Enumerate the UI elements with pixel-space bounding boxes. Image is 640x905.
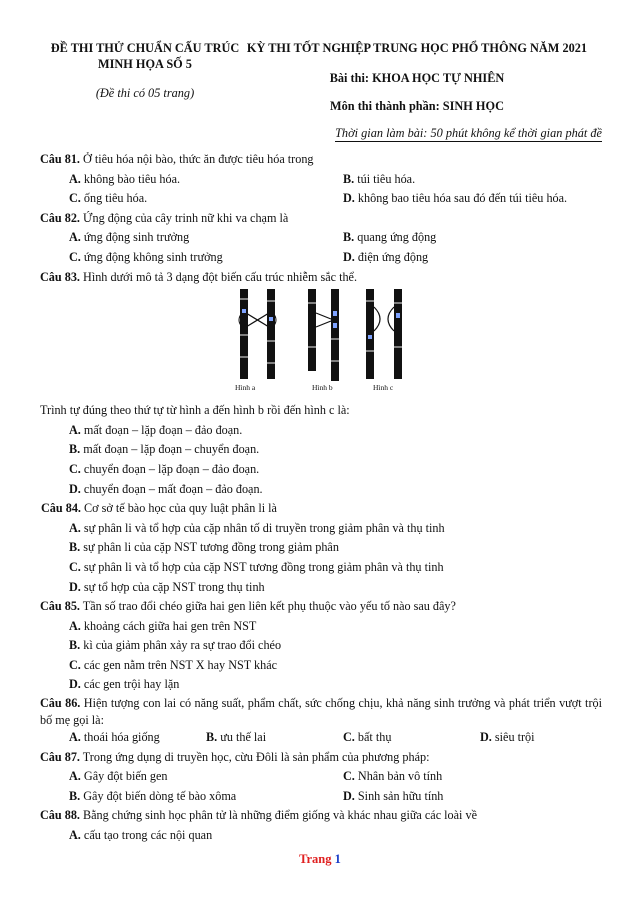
page-footer — [0, 852, 640, 867]
chromosome-figure — [40, 287, 602, 399]
chromosome-pair-b — [308, 289, 339, 381]
figure-label-c: Hình c — [373, 383, 394, 393]
options-row — [40, 228, 602, 248]
exam-subject: Môn thi thành phần: SINH HỌC — [330, 99, 504, 113]
options-row — [40, 248, 602, 268]
question-text: Ở tiêu hóa nội bào, thức ăn được tiêu hóa trong — [79, 152, 314, 166]
page-count-note: (Đề thi có 05 trang) — [95, 86, 195, 100]
option-b: B. sự phân li của cặp NST tương đồng trong giảm phân — [69, 540, 339, 555]
page-number: 1 — [334, 852, 341, 866]
question-84: Câu 84. Cơ sở tế bào học của quy luật phân li là — [41, 501, 277, 516]
option-c: C. bất thụ — [343, 730, 392, 745]
options-row — [40, 787, 602, 807]
options-row — [40, 170, 602, 190]
option-c: C. Nhân bản vô tính — [343, 769, 443, 784]
option-a: A. sự phân li và tổ hợp của cặp nhân tố di truyền trong giảm phân và thụ tinh — [69, 520, 445, 535]
option-b: B. mất đoạn – lặp đoạn – chuyển đoạn. — [69, 442, 260, 457]
exam-time-text: Thời gian làm bài: 50 phút không kể thời gian phát đề — [335, 126, 602, 140]
chromosome-pair-a — [239, 289, 276, 379]
option-c: C. ứng động không sinh trưởng — [69, 249, 223, 264]
exam-time — [232, 125, 602, 141]
option-b: B. quang ứng động — [343, 230, 437, 245]
option-a: A. không bào tiêu hóa. — [69, 171, 181, 186]
page-label: Trang — [299, 852, 332, 866]
exam-subject-area: Bài thi: KHOA HỌC TỰ NHIÊN — [329, 71, 505, 85]
option-d: D. điện ứng động — [343, 249, 429, 264]
question-82: Câu 82. Ứng động của cây trinh nữ khi va chạm là — [40, 210, 289, 225]
question-87: Câu 87. Trong ứng dụng di truyền học, cừu Đôli là sản phẩm của phương pháp: — [40, 749, 430, 764]
figure-label-a: Hình a — [235, 383, 256, 393]
option-a: A. mất đoạn – lặp đoạn – đảo đoạn. — [69, 422, 243, 437]
option-d: D. chuyển đoạn – mất đoạn – đảo đoạn. — [69, 481, 263, 496]
mock-exam-title: ĐỀ THI THỬ CHUẨN CẤU TRÚC MINH HỌA SỐ 5 — [50, 41, 240, 71]
question-81 — [40, 150, 602, 170]
question-list — [40, 150, 602, 846]
question-85: Câu 85. Tần số trao đổi chéo giữa hai gen liên kết phụ thuộc vào yếu tố nào sau đây? — [40, 599, 456, 614]
option-d: D. các gen trội hay lặn — [69, 677, 180, 692]
question-86: Câu 86. Hiện tượng con lai có năng suất, phẩm chất, sức chống chịu, khả năng sinh trưởng và phát triển vượt trội bố mẹ gọi là: — [40, 696, 602, 727]
options-row — [40, 189, 602, 209]
option-d: D. sự tổ hợp của cặp NST trong thụ tinh — [69, 579, 265, 594]
option-d: D. siêu trội — [480, 730, 535, 745]
option-d: D. không bao tiêu hóa sau đó đến túi tiêu hóa. — [343, 191, 568, 206]
option-c: C. các gen nằm trên NST X hay NST khác — [69, 657, 278, 672]
figure-label-b: Hình b — [312, 383, 333, 393]
option-b: B. kì của giảm phân xảy ra sự trao đổi chéo — [69, 638, 282, 653]
header-right — [232, 40, 602, 141]
option-a: A. cấu tạo trong các nội quan — [69, 828, 213, 843]
question-88: Câu 88. Bằng chứng sinh học phân tử là những điểm giống và khác nhau giữa các loài về — [40, 808, 477, 823]
option-d: D. Sinh sản hữu tính — [343, 788, 444, 803]
question-number: Câu 81. — [40, 152, 80, 166]
option-a: A. ứng động sinh trưởng — [69, 230, 190, 245]
question-stem: Trình tự đúng theo thứ tự từ hình a đến hình b rồi đến hình c là: — [40, 403, 350, 418]
option-b: B. túi tiêu hóa. — [343, 171, 416, 186]
question-83: Câu 83. Hình dưới mô tả 3 dạng đột biến cấu trúc nhiễm sắc thể. — [40, 269, 358, 284]
option-a: A. khoảng cách giữa hai gen trên NST — [69, 618, 257, 633]
option-b: B. ưu thế lai — [206, 730, 267, 745]
exam-name: KỲ THI TỐT NGHIỆP TRUNG HỌC PHỔ THÔNG NĂM 2021 — [246, 41, 588, 55]
options-row — [40, 728, 602, 748]
option-a: A. Gây đột biến gen — [69, 769, 168, 784]
option-b: B. Gây đột biến dòng tế bào xôma — [69, 788, 237, 803]
options-row — [40, 767, 602, 787]
header-left — [40, 40, 250, 101]
option-c: C. chuyển đoạn – lặp đoạn – đảo đoạn. — [69, 461, 260, 476]
option-a: A. thoái hóa giống — [69, 730, 160, 745]
option-c: C. sự phân li và tổ hợp của cặp NST tương đồng trong giảm phân và thụ tinh — [69, 559, 444, 574]
chromosome-mutation-diagram — [40, 287, 602, 383]
chromosome-pair-c — [366, 289, 402, 379]
option-c: C. ống tiêu hóa. — [69, 191, 148, 206]
